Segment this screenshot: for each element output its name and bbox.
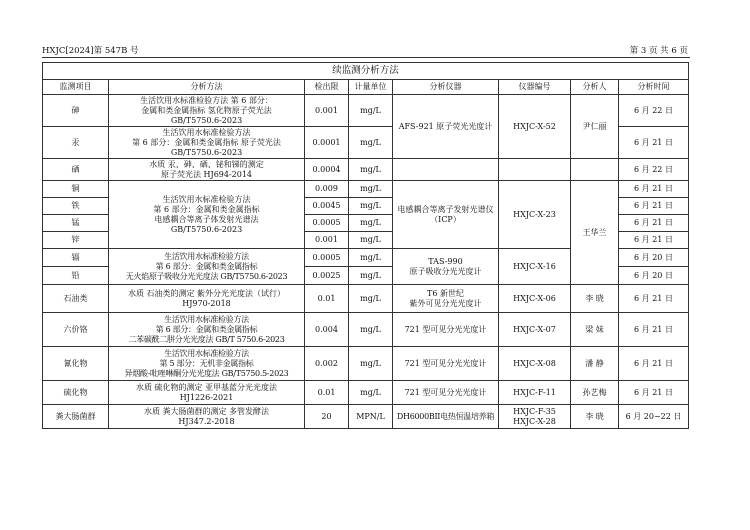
date-cell: 6 月 21 日 — [619, 381, 689, 405]
instrument-cell — [393, 159, 499, 181]
instrument-no-cell: HXJC-X-52 — [499, 95, 571, 159]
unit-cell: mg/L — [349, 381, 393, 405]
unit-cell: mg/L — [349, 285, 393, 313]
limit-cell: 20 — [305, 405, 349, 429]
instrument-no-cell: HXJC-X-16 — [499, 249, 571, 285]
item-cell: 硒 — [43, 159, 109, 181]
instrument-no-cell: HXJC-X-07 — [499, 313, 571, 347]
instrument-cell: DH6000BII电热恒温培养箱 — [393, 405, 499, 429]
table-title-row — [43, 63, 689, 80]
instrument-no-cell: HXJC-X-08 — [499, 347, 571, 381]
unit-cell: mg/L — [349, 267, 393, 285]
date-cell: 6 月 20 日 — [619, 249, 689, 267]
unit-cell: mg/L — [349, 198, 393, 215]
analyst-cell: 王华兰 — [571, 181, 619, 285]
date-cell: 6 月 21 日 — [619, 215, 689, 232]
date-cell: 6 月 21 日 — [619, 347, 689, 381]
table-row — [43, 381, 689, 405]
limit-cell: 0.0001 — [305, 127, 349, 159]
method-cell: 生活饮用水标准检验方法 第 6 部分：金属和类金属指标 电感耦合等离子体发射光谱法 GB/T5750.6-2023 — [109, 181, 305, 249]
table-row — [43, 405, 689, 429]
instrument-cell: 721 型可见分光光度计 — [393, 313, 499, 347]
date-cell: 6 月 21 日 — [619, 127, 689, 159]
analyst-cell: 李 晓 — [571, 405, 619, 429]
item-cell: 石油类 — [43, 285, 109, 313]
limit-cell: 0.004 — [305, 313, 349, 347]
unit-cell: mg/L — [349, 313, 393, 347]
unit-cell: mg/L — [349, 249, 393, 267]
item-cell: 铅 — [43, 267, 109, 285]
column-header: 监测项目 — [43, 80, 109, 95]
unit-cell: mg/L — [349, 215, 393, 232]
instrument-no-cell — [499, 159, 571, 181]
table-row — [43, 95, 689, 127]
item-cell: 汞 — [43, 127, 109, 159]
limit-cell: 0.0005 — [305, 249, 349, 267]
unit-cell: mg/L — [349, 181, 393, 198]
item-cell: 氰化物 — [43, 347, 109, 381]
date-cell: 6 月 20~22 日 — [619, 405, 689, 429]
column-header: 分析时间 — [619, 80, 689, 95]
limit-cell: 0.01 — [305, 285, 349, 313]
instrument-cell: T6 新世纪 紫外可见分光光度计 — [393, 285, 499, 313]
unit-cell: mg/L — [349, 347, 393, 381]
analysis-method-table — [42, 62, 689, 429]
instrument-no-cell: HXJC-F-35 HXJC-X-28 — [499, 405, 571, 429]
limit-cell: 0.001 — [305, 95, 349, 127]
limit-cell: 0.002 — [305, 347, 349, 381]
unit-cell: mg/L — [349, 95, 393, 127]
instrument-cell: 721 型可见分光光度计 — [393, 347, 499, 381]
column-header: 计量单位 — [349, 80, 393, 95]
item-cell: 铜 — [43, 181, 109, 198]
limit-cell: 0.0005 — [305, 215, 349, 232]
date-cell: 6 月 22 日 — [619, 159, 689, 181]
unit-cell: MPN/L — [349, 405, 393, 429]
column-header: 分析方法 — [109, 80, 305, 95]
limit-cell: 0.0025 — [305, 267, 349, 285]
limit-cell: 0.0045 — [305, 198, 349, 215]
instrument-no-cell: HXJC-X-23 — [499, 181, 571, 249]
date-cell: 6 月 21 日 — [619, 181, 689, 198]
item-cell: 镉 — [43, 249, 109, 267]
item-cell: 砷 — [43, 95, 109, 127]
method-cell: 生活饮用水标准检验方法 第 6 部分：金属和类金属指标 原子荧光法 GB/T5750.6-2023 — [109, 127, 305, 159]
limit-cell: 0.001 — [305, 232, 349, 249]
column-header-row — [43, 80, 689, 95]
table-title: 续监测分析方法 — [43, 63, 689, 80]
table-row — [43, 181, 689, 198]
method-cell: 水质 粪大肠菌群的测定 多管发酵法 HJ347.2-2018 — [109, 405, 305, 429]
method-cell: 生活饮用水标准检验方法 第 6 部分：金属和类金属指标 无火焰原子吸收分光光度法 GB/T5750.6-2023 — [109, 249, 305, 285]
item-cell: 铁 — [43, 198, 109, 215]
date-cell: 6 月 21 日 — [619, 313, 689, 347]
unit-cell: mg/L — [349, 127, 393, 159]
column-header: 分析仪器 — [393, 80, 499, 95]
instrument-no-cell: HXJC-F-11 — [499, 381, 571, 405]
item-cell: 六价铬 — [43, 313, 109, 347]
method-cell: 生活饮用水标准检验方法 第 6 部分：金属和类金属指标 二苯碳酰二肼分光光度法 GB/T 5750.6-2023 — [109, 313, 305, 347]
date-cell: 6 月 21 日 — [619, 198, 689, 215]
column-header: 分析人 — [571, 80, 619, 95]
limit-cell: 0.009 — [305, 181, 349, 198]
method-cell: 生活饮用水标准检验方法 第 5 部分：无机非金属指标 异烟酸-吡唑啉酮分光光度法 GB/T5750.5-2023 — [109, 347, 305, 381]
report-number: HXJC[2024]第 547B 号 — [42, 46, 139, 56]
header-divider — [42, 57, 690, 58]
method-cell: 水质 硫化物的测定 亚甲基蓝分光光度法 HJ1226-2021 — [109, 381, 305, 405]
item-cell: 锰 — [43, 215, 109, 232]
item-cell: 粪大肠菌群 — [43, 405, 109, 429]
analyst-cell: 尹仁丽 — [571, 95, 619, 159]
instrument-no-cell: HXJC-X-06 — [499, 285, 571, 313]
table-row — [43, 347, 689, 381]
analyst-cell — [571, 159, 619, 181]
limit-cell: 0.01 — [305, 381, 349, 405]
unit-cell: mg/L — [349, 232, 393, 249]
unit-cell: mg/L — [349, 159, 393, 181]
analyst-cell: 李 晓 — [571, 285, 619, 313]
date-cell: 6 月 22 日 — [619, 95, 689, 127]
method-cell: 水质 汞、砷、硒、铋和锑的测定 原子荧光法 HJ694-2014 — [109, 159, 305, 181]
limit-cell: 0.0004 — [305, 159, 349, 181]
table-row — [43, 285, 689, 313]
date-cell: 6 月 20 日 — [619, 267, 689, 285]
date-cell: 6 月 21 日 — [619, 285, 689, 313]
instrument-cell: 电感耦合等离子发射光谱仪 （ICP） — [393, 181, 499, 249]
date-cell: 6 月 21 日 — [619, 232, 689, 249]
table-row — [43, 159, 689, 181]
page-number: 第 3 页 共 6 页 — [629, 46, 688, 56]
column-header: 仪器编号 — [499, 80, 571, 95]
instrument-cell: 721 型可见分光光度计 — [393, 381, 499, 405]
analyst-cell: 潘 静 — [571, 347, 619, 381]
table-row — [43, 313, 689, 347]
column-header: 检出限 — [305, 80, 349, 95]
method-cell: 生活饮用水标准检验方法 第 6 部分： 金属和类金属指标 氢化物原子荧光法 GB/T5750.6-2023 — [109, 95, 305, 127]
analyst-cell: 孙艺梅 — [571, 381, 619, 405]
item-cell: 锌 — [43, 232, 109, 249]
method-cell: 水质 石油类的测定 紫外分光光度法（试行） HJ970-2018 — [109, 285, 305, 313]
instrument-cell: AFS-921 原子荧光光度计 — [393, 95, 499, 159]
instrument-cell: TAS-990 原子吸收分光光度计 — [393, 249, 499, 285]
analyst-cell: 梁 妹 — [571, 313, 619, 347]
item-cell: 硫化物 — [43, 381, 109, 405]
